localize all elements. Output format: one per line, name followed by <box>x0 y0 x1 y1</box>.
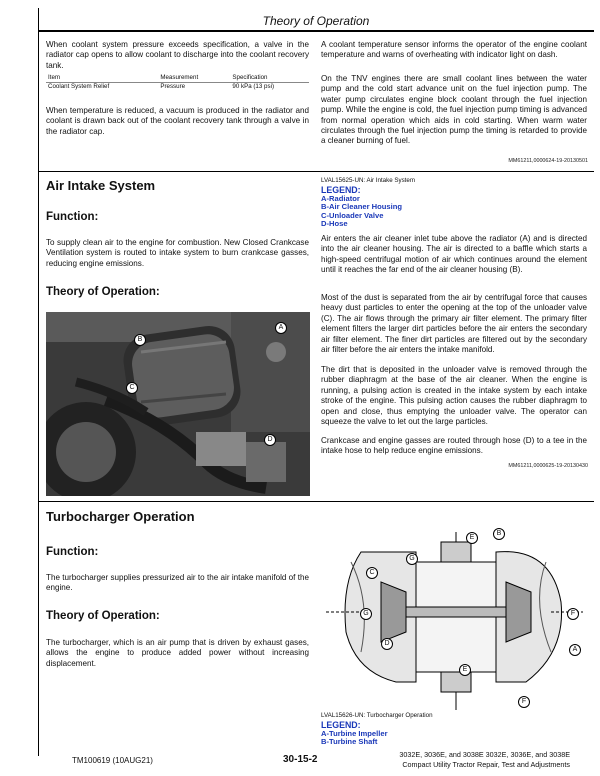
callout-a: A <box>569 644 581 656</box>
callout-b: B <box>134 334 146 346</box>
photo-callouts <box>46 312 310 496</box>
specification-table <box>46 74 309 91</box>
function-heading: Function: <box>46 546 99 558</box>
tnv-coolant-text: On the TNV engines there are small coolant lines between the water pump and the cold start advance unit on the fuel injection pump. The water pump circulates engine block coolant through the fuel injection pump. While the engine is cold, the fuel injection pump timing is advanced from normal operation which aids in cold starting. When warm water circulates through the fuel injection pump the timing is retarded to provide a cleaner burning of fuel. <box>321 74 587 146</box>
diagram-callouts <box>321 522 587 712</box>
reference-code: MM61211,0000625-19-20130430 <box>508 463 588 469</box>
callout-f: F <box>567 608 579 620</box>
legend-item: A-Turbine Impeller <box>321 728 388 738</box>
page-number: 30-15-2 <box>283 754 318 765</box>
footer-title-line2: Compact Utility Tractor Repair, Test and Adjustments <box>402 760 570 769</box>
header-rule <box>38 30 594 32</box>
vacuum-text: When temperature is reduced, a vacuum is produced in the radiator and coolant is drawn back out of the coolant recovery tank through a valve in the radiator cap. <box>46 106 309 136</box>
section-divider <box>38 171 594 172</box>
legend <box>321 721 388 747</box>
unloader-valve-text: The dirt that is deposited in the unloader valve is removed through the rubber diaphragm at the base of the air cleaner. When the engine is running, a pulsing action is created in the intake system by each intake stroke of the engine. This pulsing action causes the rubber diaphragm to open and close, thus emptying the unloader valve. The operator can squeeze the valve to let out the large particles. <box>321 365 587 427</box>
section-title-air-intake: Air Intake System <box>46 178 156 193</box>
footer-title-line1: 3032E, 3036E, and 3038E 3032E, 3036E, and 3038E <box>399 750 570 759</box>
table-cell: Pressure <box>160 83 186 90</box>
callout-g: G <box>406 553 418 565</box>
function-text: To supply clean air to the engine for combustion. New Closed Crankcase Ventilation system is routed to intake system to burn crankcase gasses, reducing engine emissions. <box>46 238 309 268</box>
callout-b: B <box>493 528 505 540</box>
theory-heading: Theory of Operation: <box>46 610 160 622</box>
legend-item: A-Radiator <box>321 193 360 203</box>
legend <box>321 186 402 229</box>
table-cell: 90 kPa (13 psi) <box>232 83 275 90</box>
table-header: Item <box>46 74 158 83</box>
coolant-relief-text: When coolant system pressure exceeds specification, a valve in the radiator cap opens to allow coolant to discharge into the coolant recovery tank. <box>46 40 309 70</box>
callout-f: F <box>518 696 530 708</box>
section-divider <box>38 501 594 502</box>
section-title-turbo: Turbocharger Operation <box>46 509 195 524</box>
figure-caption: LVAL15626-UN: Turbocharger Operation <box>321 712 433 719</box>
left-border <box>38 8 39 756</box>
legend-heading: LEGEND: <box>321 185 361 195</box>
manual-page <box>38 8 594 756</box>
callout-e: E <box>459 664 471 676</box>
coolant-sensor-text: A coolant temperature sensor informs the operator of the engine coolant temperature and warns of overheating with indicator light on dash. <box>321 40 587 60</box>
dust-separation-text: Most of the dust is separated from the air by centrifugal force that causes heavy dust particles to enter the opening at the top of the unloader valve (C). The air flows through the primary air filter element. The primary filter element filters the larger dirt particles before the air enters the secondary air filter element. The finer dirt particles are filtered out by the secondary air filter before the air enters the intake manifold. <box>321 293 587 355</box>
legend-item: D-Hose <box>321 219 348 229</box>
callout-e: E <box>466 532 478 544</box>
theory-heading: Theory of Operation: <box>46 286 160 298</box>
table-header: Measurement <box>158 74 230 83</box>
table-cell: Coolant System Relief <box>48 83 110 90</box>
function-text: The turbocharger supplies pressurized air to the air intake manifold of the engine. <box>46 573 309 593</box>
table-header: Specification <box>230 74 309 83</box>
figure-caption: LVAL15625-UN: Air Intake System <box>321 177 416 184</box>
legend-item: C-Unloader Valve <box>321 210 384 220</box>
legend-item: B-Turbine Shaft <box>321 737 378 747</box>
callout-d: D <box>264 434 276 446</box>
function-heading: Function: <box>46 211 99 223</box>
reference-code: MM61211,0000624-19-20130501 <box>508 158 588 164</box>
legend-item: B-Air Cleaner Housing <box>321 202 403 212</box>
callout-a: A <box>275 322 287 334</box>
table-header-row <box>46 74 309 83</box>
theory-text: The turbocharger, which is an air pump that is driven by exhaust gases, allows the engine to produce added power without increasing displacement. <box>46 638 309 668</box>
page-header-title: Theory of Operation <box>262 14 370 28</box>
callout-c: C <box>366 567 378 579</box>
table-row <box>46 83 309 92</box>
legend-heading: LEGEND: <box>321 720 361 730</box>
document-id: TM100619 (10AUG21) <box>72 756 153 765</box>
callout-c: C <box>126 382 138 394</box>
crankcase-text: Crankcase and engine gasses are routed through hose (D) to a tee in the intake hose to help reduce engine emissions. <box>321 436 587 456</box>
callout-d: D <box>381 638 393 650</box>
air-flow-text: Air enters the air cleaner inlet tube above the radiator (A) and is directed into the air cleaner housing. The air is directed to a baffle which starts a high-speed centrifugal motion of air which continues around the element until it reaches the far end of the air cleaner housing (B). <box>321 234 587 275</box>
callout-g: G <box>360 608 372 620</box>
